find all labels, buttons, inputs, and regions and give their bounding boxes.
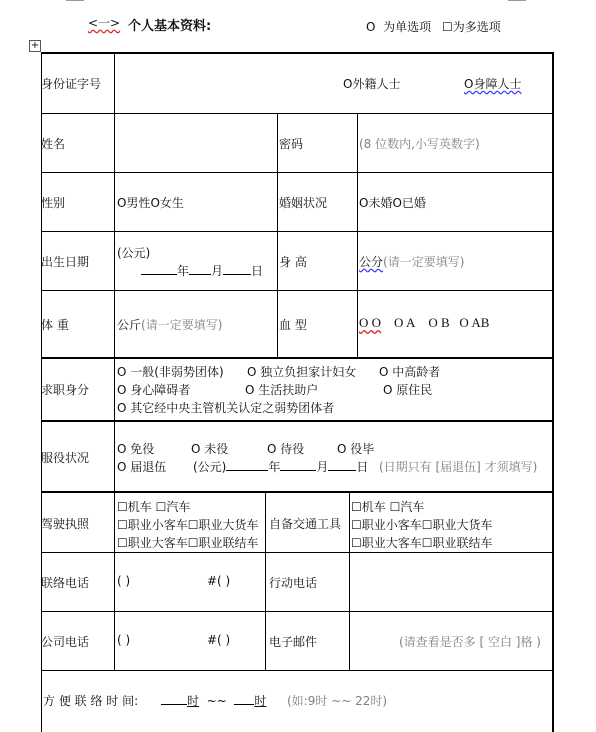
- radio-symbol: O: [366, 20, 376, 34]
- blood-a-radio[interactable]: O A: [394, 315, 416, 330]
- contact-time-hint: (如:9时 ~~ 22时): [287, 694, 388, 708]
- transport-checkbox-row-1[interactable]: ☐机车 ☐汽车: [351, 500, 425, 514]
- transport-checkbox-row-3[interactable]: ☐职业大客车☐职业联结车: [351, 536, 493, 550]
- blood-type-label: 血 型: [279, 318, 307, 332]
- marital-status-label: 婚姻状况: [279, 196, 328, 210]
- password-label: 密码: [279, 137, 304, 151]
- birth-era-label: (公元): [117, 246, 151, 260]
- marital-radio-group[interactable]: O未婚O已婚: [359, 196, 426, 210]
- row-divider: [41, 290, 553, 291]
- job-radio-other[interactable]: O 其它经中央主管机关认定之弱势团体者: [117, 401, 335, 415]
- own-transport-label: 自备交通工具: [269, 517, 342, 531]
- row-divider: [41, 611, 553, 612]
- single-select-legend: [366, 18, 431, 35]
- email-hint[interactable]: (请查看是否多 [ 空白 ]格 ): [399, 635, 541, 649]
- start-hour-unit: 时: [187, 694, 200, 708]
- single-select-label: 为单选项: [383, 20, 432, 34]
- table-move-handle-icon[interactable]: +: [30, 40, 40, 51]
- blood-o-radio[interactable]: O O: [359, 315, 382, 330]
- driving-license-label: 驾驶执照: [41, 517, 90, 531]
- retire-date-hint: (日期只有 [届退伍] 才须填写): [379, 460, 538, 474]
- height-field[interactable]: 公分(请一定要填写): [359, 255, 465, 269]
- column-divider: [277, 113, 278, 358]
- military-radio-exempt[interactable]: O 免役: [117, 442, 155, 456]
- weight-field[interactable]: 公斤(请一定要填写): [117, 318, 223, 332]
- job-status-label: 求职身分: [41, 383, 90, 397]
- row-divider: [41, 552, 553, 553]
- birth-date-label: 出生日期: [41, 255, 90, 269]
- time-separator: ~~: [206, 694, 227, 708]
- table-border-top: [41, 52, 553, 54]
- column-divider: [265, 492, 266, 671]
- job-radio-general[interactable]: O 一般(非弱势团体): [117, 365, 224, 379]
- row-divider: [41, 231, 553, 232]
- license-checkbox-row-2[interactable]: ☐职业小客车☐职业大货车: [117, 518, 259, 532]
- license-checkbox-row-1[interactable]: ☐机车 ☐汽车: [117, 500, 191, 514]
- job-radio-welfare[interactable]: O 生活扶助户: [245, 383, 319, 397]
- table-border-right: [552, 52, 554, 732]
- email-label: 电子邮件: [269, 635, 318, 649]
- section-title: 个人基本资料:: [128, 19, 212, 34]
- company-area-code-field[interactable]: ( ): [117, 633, 131, 647]
- multi-select-label: 为多选项: [452, 20, 501, 34]
- blood-type-radio-group[interactable]: [359, 315, 489, 331]
- row-divider-thick: [41, 491, 553, 493]
- row-divider: [41, 172, 553, 173]
- job-radio-indigenous[interactable]: O 原住民: [383, 383, 433, 397]
- retire-date-input[interactable]: (公元) 年 月 日: [193, 460, 369, 474]
- military-radio-not-served[interactable]: O 未役: [191, 442, 229, 456]
- weight-label: 体 重: [41, 318, 69, 332]
- company-phone-label: 公司电话: [41, 635, 90, 649]
- contact-time-range[interactable]: [161, 692, 266, 709]
- end-hour-unit: 时: [254, 694, 267, 708]
- column-divider: [349, 492, 350, 671]
- mobile-phone-label: 行动电话: [269, 576, 318, 590]
- id-number-label: 身份证字号: [41, 77, 102, 91]
- military-status-label: 服役状况: [41, 451, 90, 465]
- name-label: 姓名: [41, 137, 66, 151]
- military-radio-completed[interactable]: O 役毕: [337, 442, 375, 456]
- gender-label: 性别: [41, 196, 66, 210]
- section-number: <一>: [88, 16, 121, 30]
- year-unit: 年: [177, 264, 190, 278]
- month-unit: 月: [211, 264, 224, 278]
- multi-select-legend: [442, 18, 501, 35]
- company-extension-field[interactable]: #( ): [207, 633, 231, 647]
- foreigner-radio[interactable]: O外籍人士: [343, 77, 401, 91]
- height-label: 身 高: [279, 255, 307, 269]
- contact-extension-field[interactable]: #( ): [207, 574, 231, 588]
- job-radio-senior[interactable]: O 中高龄者: [379, 365, 441, 379]
- retire-era-label: (公元): [193, 460, 227, 474]
- column-divider: [114, 52, 115, 671]
- password-hint: (8 位数内,小写英数字): [359, 137, 480, 151]
- job-radio-single-mother[interactable]: O 独立负担家计妇女: [247, 365, 357, 379]
- day-unit: 日: [251, 264, 264, 278]
- row-divider-thick: [41, 357, 553, 359]
- birth-date-input[interactable]: [141, 262, 263, 279]
- row-divider-thick: [41, 420, 553, 422]
- contact-time-label: 方 便 联 络 时 间:: [43, 694, 139, 708]
- job-radio-disabled[interactable]: O 身心障碍者: [117, 383, 191, 397]
- mobile-phone-field[interactable]: [353, 558, 549, 608]
- blood-b-radio[interactable]: O B: [428, 315, 450, 330]
- profile-form-table: [41, 52, 553, 732]
- page-corner-mark-left: [66, 0, 84, 1]
- license-checkbox-row-3[interactable]: ☐职业大客车☐职业联结车: [117, 536, 259, 550]
- military-radio-pending[interactable]: O 待役: [267, 442, 305, 456]
- transport-checkbox-row-2[interactable]: ☐职业小客车☐职业大货车: [351, 518, 493, 532]
- row-divider: [41, 670, 553, 671]
- gender-radio-group[interactable]: O男性O女生: [117, 196, 184, 210]
- contact-area-code-field[interactable]: ( ): [117, 574, 131, 588]
- contact-phone-label: 联络电话: [41, 576, 90, 590]
- blood-ab-radio[interactable]: O AB: [459, 315, 490, 330]
- military-radio-retiring[interactable]: O 届退伍: [117, 460, 167, 474]
- checkbox-symbol: ☐: [442, 20, 453, 34]
- name-field[interactable]: [117, 122, 275, 170]
- column-divider: [357, 113, 358, 358]
- disabled-person-radio[interactable]: O身障人士: [464, 77, 522, 91]
- row-divider: [41, 113, 553, 114]
- page-corner-mark-right: [508, 0, 526, 1]
